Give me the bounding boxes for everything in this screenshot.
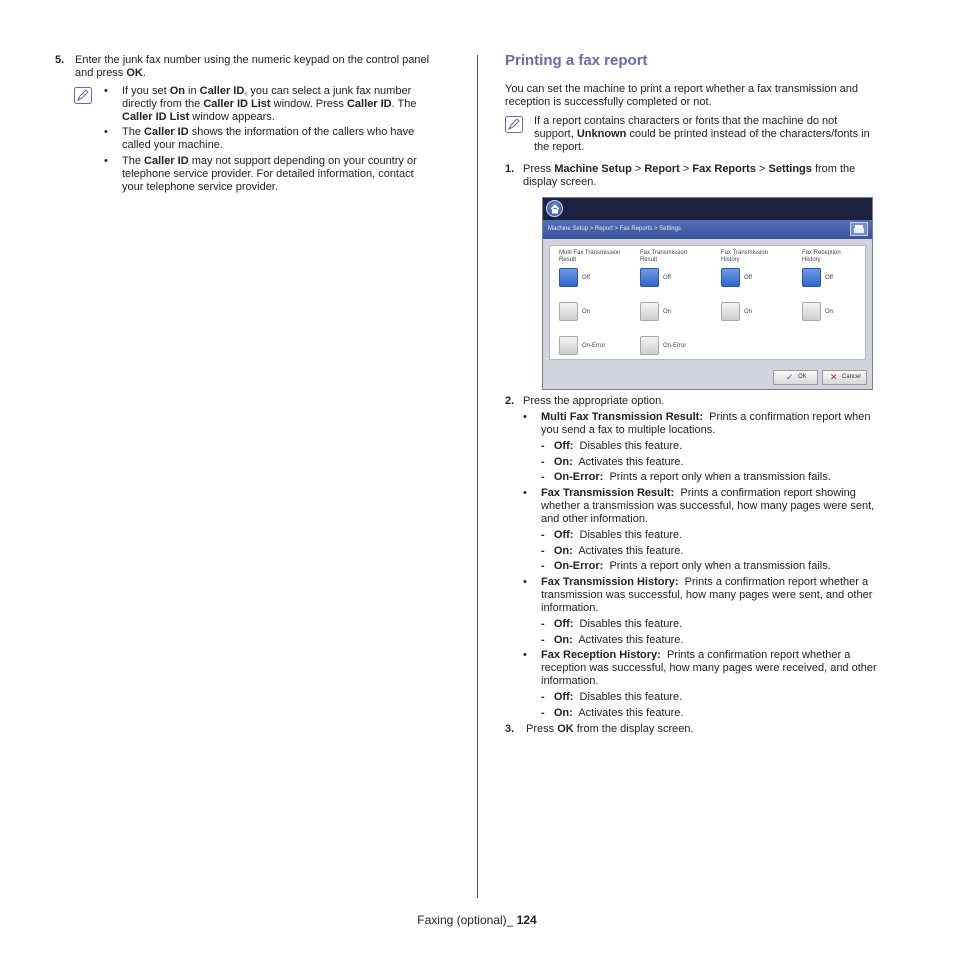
column-divider [477, 55, 478, 898]
option-label: On [582, 309, 591, 315]
fax-tx-result-on-error-button[interactable] [640, 336, 659, 355]
step-text: Enter the junk fax number using the numeric keypad on the control panel and press OK. [75, 54, 430, 79]
multi-fax-on-error-button[interactable] [559, 336, 578, 355]
column-header: Fax Reception History [802, 250, 841, 263]
column-header: Multi Fax Transmission Result [559, 250, 621, 263]
fax-tx-history-on-button[interactable] [721, 302, 740, 321]
fax-rx-history-off-button[interactable] [802, 268, 821, 287]
print-icon[interactable] [850, 222, 868, 236]
intro-paragraph: You can set the machine to print a report whether a fax transmission and reception is successfully completed or not. [505, 83, 859, 108]
multi-fax-off-button[interactable] [559, 268, 578, 287]
breadcrumb: Machine Setup > Report > Fax Reports > Settings [548, 226, 681, 232]
section-heading: Printing a fax report [505, 52, 648, 69]
column-header: Fax Transmission History [721, 250, 769, 263]
sub-item: - On: Activates this feature. [541, 456, 684, 468]
cancel-button[interactable]: ✕ Cancel [822, 370, 867, 385]
page-number: 124 [516, 913, 537, 927]
option-label: Off [744, 275, 752, 281]
column-header: Fax Transmission Result [640, 250, 688, 263]
fax-tx-result-on-button[interactable] [640, 302, 659, 321]
sub-item: - On: Activates this feature. [541, 545, 684, 557]
option-label: On-Error [663, 343, 687, 349]
page-footer: Faxing (optional)_ 124 [417, 913, 537, 927]
step-number: 5. [55, 54, 65, 66]
sub-item: - On: Activates this feature. [541, 634, 684, 646]
sub-item: - On-Error: Prints a report only when a transmission fails. [541, 471, 831, 483]
check-icon: ✓ [786, 372, 794, 382]
option-label: Off [582, 275, 590, 281]
sub-item: - On-Error: Prints a report only when a transmission fails. [541, 560, 831, 572]
device-screen [542, 197, 873, 390]
sub-item: - Off: Disables this feature. [541, 618, 683, 630]
fax-rx-history-on-button[interactable] [802, 302, 821, 321]
option-label: On-Error [582, 343, 606, 349]
option-label: On [744, 309, 753, 315]
sub-item: - Off: Disables this feature. [541, 691, 683, 703]
settings-panel [549, 245, 866, 360]
screen-top-bar [543, 198, 873, 220]
fax-tx-history-off-button[interactable] [721, 268, 740, 287]
ok-button[interactable]: ✓ OK [773, 370, 818, 385]
option-label: Off [663, 275, 671, 281]
sub-item: - On: Activates this feature. [541, 707, 684, 719]
note-text: If a report contains characters or fonts that the machine do not support, Unknown could be printed instead of the characters/fonts in the report. [534, 115, 870, 153]
option-label: Off [825, 275, 833, 281]
multi-fax-on-button[interactable] [559, 302, 578, 321]
fax-tx-result-off-button[interactable] [640, 268, 659, 287]
sub-item: - Off: Disables this feature. [541, 529, 683, 541]
home-icon[interactable] [546, 200, 563, 217]
sub-item: - Off: Disables this feature. [541, 440, 683, 452]
note-icon [74, 87, 92, 104]
breadcrumb-bar [543, 220, 873, 239]
note-icon [505, 116, 523, 133]
option-label: On [663, 309, 672, 315]
option-label: On [825, 309, 834, 315]
close-icon: ✕ [830, 372, 838, 382]
